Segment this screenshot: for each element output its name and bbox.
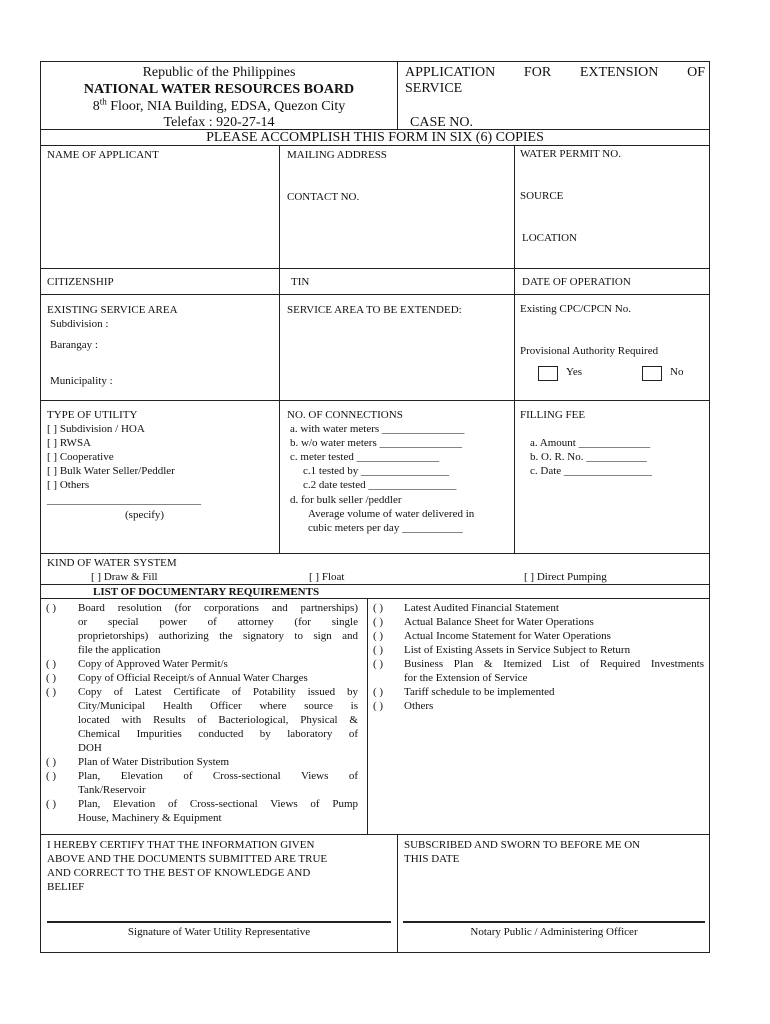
- kind-of-water-system-label: KIND OF WATER SYSTEM: [47, 557, 177, 569]
- requirement-text: City/Municipal Health Officer where source is: [78, 700, 358, 712]
- requirement-text: House, Machinery & Equipment: [78, 812, 222, 824]
- date-of-operation-label: DATE OF OPERATION: [522, 276, 631, 288]
- municipality-label: Municipality :: [50, 375, 113, 387]
- notary-signature-line[interactable]: [403, 921, 705, 923]
- title-word: OF: [687, 65, 705, 80]
- connections-bulk-seller: d. for bulk seller /peddler: [290, 494, 402, 506]
- instruction-text: PLEASE ACCOMPLISH THIS FORM IN SIX (6) COPIES: [206, 130, 544, 145]
- average-volume-text: Average volume of water delivered in: [308, 508, 475, 520]
- requirement-text: Plan, Elevation of Cross-sectional Views of: [78, 770, 358, 782]
- requirement-checkbox[interactable]: ( ): [46, 770, 57, 782]
- requirement-text: for the Extension of Service: [404, 672, 528, 684]
- form-title: [405, 64, 705, 81]
- requirement-checkbox[interactable]: ( ): [373, 644, 384, 656]
- specify-label: (specify): [125, 509, 165, 521]
- requirement-text: Business Plan & Itemized List of Required Investments: [404, 658, 704, 670]
- existing-service-area-label: EXISTING SERVICE AREA: [47, 304, 178, 316]
- utility-option-rwsa[interactable]: [ ] RWSA: [47, 437, 91, 449]
- yes-label: Yes: [566, 366, 583, 378]
- requirement-text: DOH: [78, 742, 102, 754]
- requirement-checkbox[interactable]: ( ): [46, 756, 57, 768]
- subdivision-label: Subdivision :: [50, 318, 109, 330]
- fee-or-no-line[interactable]: b. O. R. No. ___________: [530, 451, 647, 463]
- header-divider: [397, 62, 398, 129]
- requirement-checkbox[interactable]: ( ): [373, 658, 384, 670]
- connections-meter-tested[interactable]: c. meter tested _______________: [290, 451, 440, 463]
- connections-without-meters[interactable]: b. w/o water meters _______________: [290, 437, 462, 449]
- contact-no-label: CONTACT NO.: [287, 191, 360, 203]
- republic-text: Republic of the Philippines: [142, 65, 296, 80]
- req-divider: [367, 598, 368, 834]
- connections-label: NO. OF CONNECTIONS: [287, 409, 403, 421]
- type-of-utility-label: TYPE OF UTILITY: [47, 409, 138, 421]
- notary-signature-label: Notary Public / Administering Officer: [470, 926, 638, 938]
- requirement-checkbox[interactable]: ( ): [373, 630, 384, 642]
- citizenship-label: CITIZENSHIP: [47, 276, 114, 288]
- requirement-text: Chemical Impurities conducted by laboratory of: [78, 728, 358, 740]
- requirement-text: proprietorships) authorizing the signatory to sign and: [78, 630, 358, 642]
- case-no-label: CASE NO.: [410, 115, 474, 130]
- title-word: EXTENSION: [579, 65, 659, 80]
- board-address: 8th Floor, NIA Building, EDSA, Quezon City: [92, 96, 346, 114]
- requirement-checkbox[interactable]: ( ): [46, 602, 57, 614]
- barangay-label: Barangay :: [50, 339, 98, 351]
- certify-line: ABOVE AND THE DOCUMENTS SUBMITTED ARE TRUE: [47, 853, 328, 865]
- tin-label: TIN: [291, 276, 310, 288]
- form-title-line2: SERVICE: [405, 81, 463, 96]
- service-area-extended-label: SERVICE AREA TO BE EXTENDED:: [287, 304, 462, 316]
- cubic-meters-line[interactable]: cubic meters per day ___________: [308, 522, 463, 534]
- connections-tested-by[interactable]: c.1 tested by ________________: [303, 465, 450, 477]
- specify-line[interactable]: ____________________________: [47, 494, 201, 506]
- requirement-checkbox[interactable]: ( ): [46, 658, 57, 670]
- requirement-text: Board resolution (for corporations and partnerships): [78, 602, 358, 614]
- utility-option-others[interactable]: [ ] Others: [47, 479, 90, 491]
- requirement-text: Plan, Elevation of Cross-sectional Views of Pump: [78, 798, 358, 810]
- requirement-checkbox[interactable]: ( ): [373, 616, 384, 628]
- water-system-direct-pumping[interactable]: [ ] Direct Pumping: [524, 571, 607, 583]
- requirement-text: Others: [404, 700, 434, 712]
- row-rule-1: [41, 268, 709, 269]
- filling-fee-label: FILLING FEE: [520, 409, 586, 421]
- connections-with-meters[interactable]: a. with water meters _______________: [290, 423, 465, 435]
- water-permit-label: WATER PERMIT NO.: [520, 148, 621, 160]
- location-label: LOCATION: [522, 232, 577, 244]
- title-word: APPLICATION: [405, 65, 496, 80]
- requirement-text: Actual Balance Sheet for Water Operations: [404, 616, 594, 628]
- requirement-text: Tank/Reservoir: [78, 784, 146, 796]
- requirement-checkbox[interactable]: ( ): [46, 798, 57, 810]
- fee-amount-line[interactable]: a. Amount _____________: [530, 437, 651, 449]
- no-label: No: [670, 366, 684, 378]
- no-checkbox[interactable]: [642, 366, 662, 381]
- cert-divider: [397, 834, 398, 952]
- requirement-checkbox[interactable]: ( ): [373, 700, 384, 712]
- name-of-applicant-label: NAME OF APPLICANT: [47, 149, 159, 161]
- water-system-float[interactable]: [ ] Float: [309, 571, 345, 583]
- provisional-authority-label: Provisional Authority Required: [520, 345, 659, 357]
- utility-option-bulk-seller[interactable]: [ ] Bulk Water Seller/Peddler: [47, 465, 175, 477]
- requirement-text: List of Existing Assets in Service Subject to Return: [404, 644, 631, 656]
- row-rule-4: [41, 553, 709, 554]
- certify-line: AND CORRECT TO THE BEST OF KNOWLEDGE AND: [47, 867, 311, 879]
- requirements-title: LIST OF DOCUMENTARY REQUIREMENTS: [93, 586, 320, 598]
- row-rule-7: [41, 834, 709, 835]
- requirement-text: Latest Audited Financial Statement: [404, 602, 559, 614]
- requirement-text: located with Results of Bacteriological, Physical &: [78, 714, 358, 726]
- col-divider-2: [514, 145, 515, 553]
- utility-option-cooperative[interactable]: [ ] Cooperative: [47, 451, 114, 463]
- board-name: NATIONAL WATER RESOURCES BOARD: [83, 82, 355, 97]
- row-rule-3: [41, 400, 709, 401]
- requirement-text: or special power of attorney (for single: [78, 616, 358, 628]
- requirement-text: Plan of Water Distribution System: [78, 756, 230, 768]
- sworn-line: THIS DATE: [404, 853, 460, 865]
- yes-checkbox[interactable]: [538, 366, 558, 381]
- requirement-checkbox[interactable]: ( ): [373, 686, 384, 698]
- certify-line: I HEREBY CERTIFY THAT THE INFORMATION GIVEN: [47, 839, 315, 851]
- requirement-text: file the application: [78, 644, 161, 656]
- application-form: [40, 61, 710, 953]
- requirement-checkbox[interactable]: ( ): [46, 686, 57, 698]
- row-rule-2: [41, 294, 709, 295]
- certify-line: BELIEF: [47, 881, 85, 893]
- col-divider-1: [279, 145, 280, 553]
- mailing-address-label: MAILING ADDRESS: [287, 149, 387, 161]
- requirement-checkbox[interactable]: ( ): [46, 672, 57, 684]
- water-system-draw-fill[interactable]: [ ] Draw & Fill: [91, 571, 158, 583]
- connections-date-tested[interactable]: c.2 date tested ________________: [303, 479, 457, 491]
- telefax-text: Telefax : 920-27-14: [163, 115, 275, 130]
- requirement-text: Copy of Official Receipt/s of Annual Water Charges: [78, 672, 308, 684]
- sworn-line: SUBSCRIBED AND SWORN TO BEFORE ME ON: [404, 839, 641, 851]
- representative-signature-label: Signature of Water Utility Representative: [127, 926, 311, 938]
- representative-signature-line[interactable]: [47, 921, 391, 923]
- title-word: FOR: [523, 65, 552, 80]
- source-label: SOURCE: [520, 190, 564, 202]
- fee-date-line[interactable]: c. Date ________________: [530, 465, 652, 477]
- requirement-text: Copy of Latest Certificate of Potability issued by: [78, 686, 358, 698]
- instruction-rule: [41, 145, 709, 146]
- requirement-text: Copy of Approved Water Permit/s: [78, 658, 228, 670]
- cpc-no-label: Existing CPC/CPCN No.: [520, 303, 631, 315]
- utility-option-subdivision[interactable]: [ ] Subdivision / HOA: [47, 423, 145, 435]
- requirement-text: Tariff schedule to be implemented: [404, 686, 555, 698]
- requirement-text: Actual Income Statement for Water Operations: [404, 630, 611, 642]
- requirement-checkbox[interactable]: ( ): [373, 602, 384, 614]
